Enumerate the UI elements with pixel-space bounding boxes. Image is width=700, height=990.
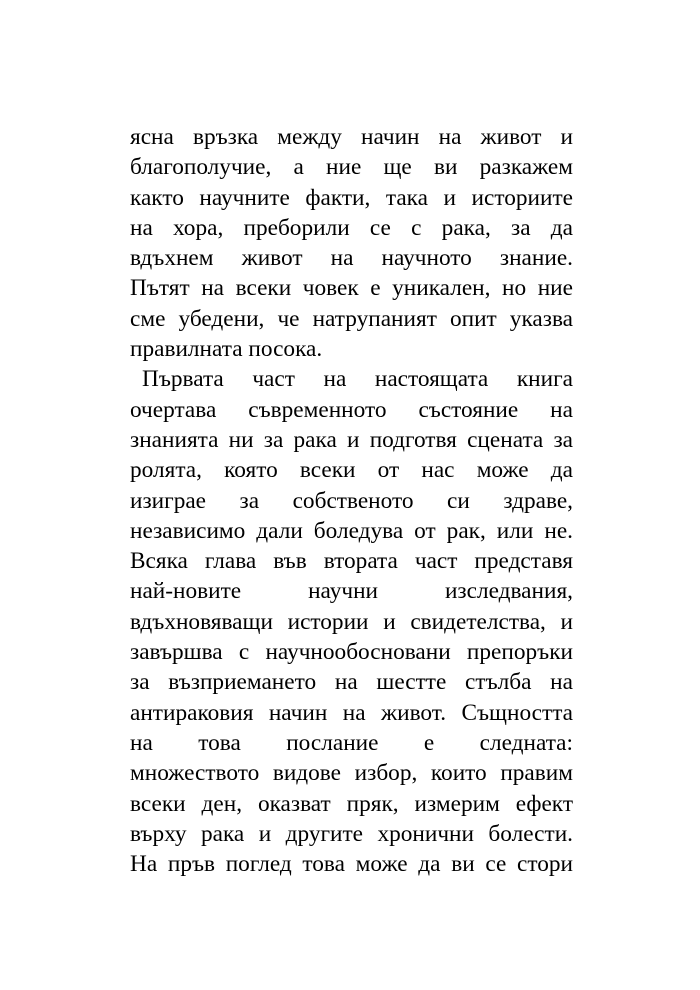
text-line: правилната посока. — [130, 336, 323, 363]
text-line: знанията ни за рака и подготвя сцената за — [130, 426, 573, 453]
text-line: най-новите научни изследвания, — [130, 578, 573, 605]
text-line: вдъхнем живот на научното знание. — [130, 245, 573, 272]
text-line: антираковия начин на живот. Същността — [130, 699, 573, 726]
text-line: Пътят на всеки човек е уникален, но ние — [130, 275, 573, 302]
text-line: на това послание е следната: — [130, 729, 573, 756]
text-line: както научните факти, така и историите — [130, 184, 573, 211]
text-line: сме убедени, че натрупаният опит указва — [130, 305, 573, 332]
text-line: всеки ден, оказват пряк, измерим ефект — [130, 790, 573, 817]
paragraph — [130, 364, 573, 879]
text-line: независимо дали боледува от рак, или не. — [130, 517, 573, 544]
text-line: множеството видове избор, които правим — [130, 760, 573, 787]
text-line: вдъхновяващи истории и свидетелства, и — [130, 608, 573, 635]
text-line: ролята, която всеки от нас може да — [130, 457, 573, 484]
text-line: Първата част на настоящата книга — [142, 366, 573, 393]
text-line: очертава съвременното състояние на — [130, 396, 573, 423]
text-line: на хора, преборили се с рака, за да — [130, 214, 573, 241]
text-line: завършва с научнообосновани препоръки — [130, 639, 573, 666]
text-line: изиграе за собственото си здраве, — [130, 487, 573, 514]
text-line: На пръв поглед това може да ви се стори — [130, 851, 573, 878]
text-line: ясна връзка между начин на живот и — [130, 124, 573, 150]
body-text — [130, 122, 573, 879]
text-line: върху рака и другите хронични болести. — [130, 820, 573, 847]
text-line: Всяка глава във втората част представя — [130, 548, 573, 575]
text-line: за възприемането на шестте стълба на — [130, 669, 573, 696]
text-line: благополучие, а ние ще ви разкажем — [130, 154, 573, 181]
paragraph — [130, 122, 573, 364]
